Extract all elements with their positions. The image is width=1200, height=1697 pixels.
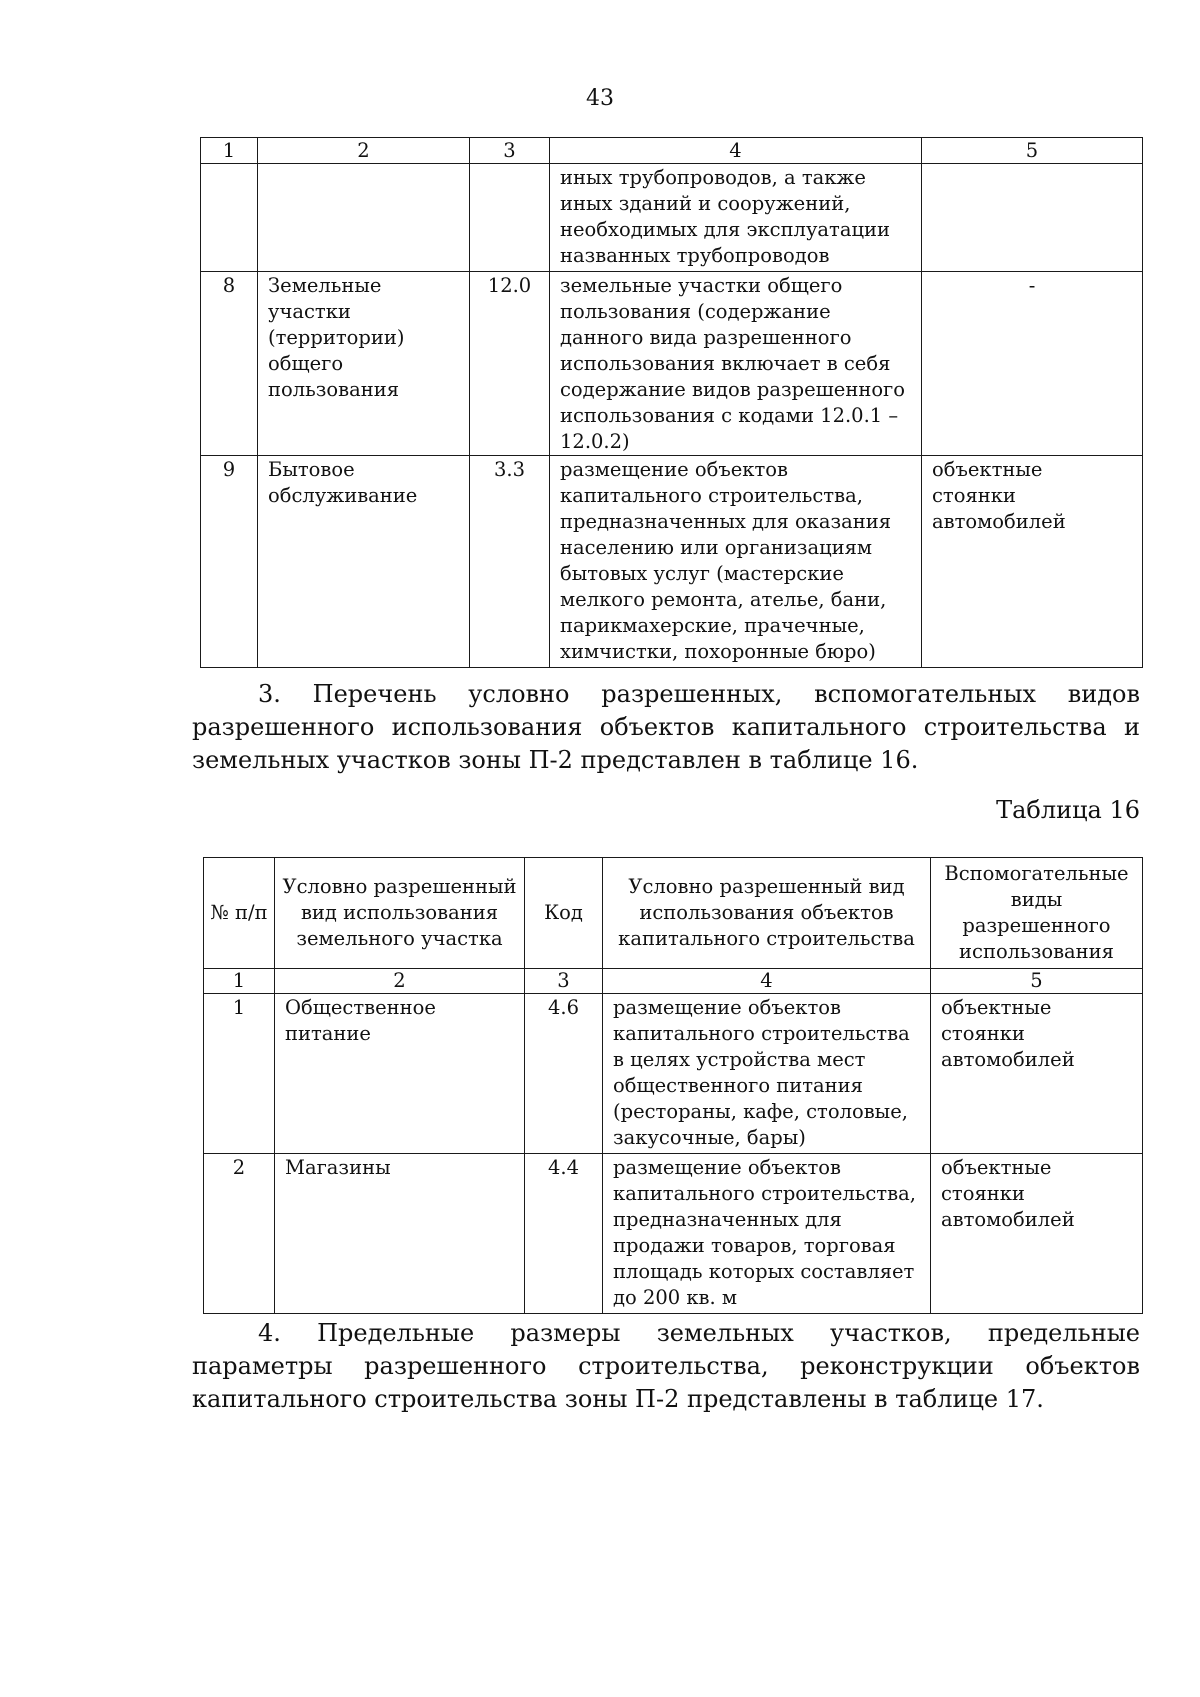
land-use-description: размещение объектов капитального строительства в целях устройства мест общественного питания (рестораны, кафе, столовые, закусочные, бары): [603, 994, 931, 1154]
row-number: 9: [201, 456, 258, 668]
column-number: 1: [201, 138, 258, 164]
land-use-code: 12.0: [470, 272, 550, 456]
land-use-name: Общественное питание: [275, 994, 525, 1154]
land-use-name: Магазины: [275, 1154, 525, 1314]
header-auxiliary: Вспомогательные виды разрешенного использования: [931, 858, 1143, 969]
column-number: 4: [550, 138, 922, 164]
column-number: 2: [275, 969, 525, 994]
land-use-description: иных трубопроводов, а также иных зданий и сооружений, необходимых для эксплуатации названных трубопроводов: [550, 164, 922, 272]
table-16: [203, 857, 1143, 1314]
land-use-description: размещение объектов капитального строительства, предназначенных для оказания населению или организациям бытовых услуг (мастерские мелкого ремонта, ателье, бани, парикмахерские, прачечные, химчистки, похоронные бюро): [550, 456, 922, 668]
column-number: 5: [922, 138, 1143, 164]
paragraph-4: 4. Предельные размеры земельных участков, предельные параметры разрешенного строительства, реконструкции объектов капитального строительства зоны П-2 представлены в таблице 17.: [192, 1319, 1140, 1413]
column-number: 1: [204, 969, 275, 994]
auxiliary-use: -: [922, 272, 1143, 456]
header-land-use: Условно разрешенный вид использования земельного участка: [275, 858, 525, 969]
land-use-code: 3.3: [470, 456, 550, 668]
auxiliary-use: объектные стоянки автомобилей: [931, 1154, 1143, 1314]
continued-table: [200, 137, 1143, 668]
land-use-description: размещение объектов капитального строительства, предназначенных для продажи товаров, торговая площадь которых составляет до 200 кв. м: [603, 1154, 931, 1314]
row-number: [201, 164, 258, 272]
table-16-caption: Таблица 16: [996, 796, 1140, 824]
table-row: [201, 272, 1143, 456]
table-row: [201, 456, 1143, 668]
land-use-name: [258, 164, 470, 272]
column-number: 3: [470, 138, 550, 164]
land-use-code: [470, 164, 550, 272]
row-number: 1: [204, 994, 275, 1154]
table-row: [204, 1154, 1143, 1314]
header-construction-use: Условно разрешенный вид использования объектов капитального строительства: [603, 858, 931, 969]
row-number: 2: [204, 1154, 275, 1314]
auxiliary-use: [922, 164, 1143, 272]
header-code: Код: [525, 858, 603, 969]
land-use-name: Земельные участки (территории) общего пользования: [258, 272, 470, 456]
column-number: 4: [603, 969, 931, 994]
header-number: № п/п: [204, 858, 275, 969]
table-row: [204, 994, 1143, 1154]
land-use-code: 4.4: [525, 1154, 603, 1314]
page-number: 43: [586, 86, 614, 111]
column-number: 5: [931, 969, 1143, 994]
auxiliary-use: объектные стоянки автомобилей: [922, 456, 1143, 668]
land-use-name: Бытовое обслуживание: [258, 456, 470, 668]
column-number: 2: [258, 138, 470, 164]
auxiliary-use: объектные стоянки автомобилей: [931, 994, 1143, 1154]
table-header-row: [201, 138, 1143, 164]
table-header-row: [204, 858, 1143, 969]
paragraph-3: 3. Перечень условно разрешенных, вспомогательных видов разрешенного использования объектов капитального строительства и земельных участков зоны П-2 представлен в таблице 16.: [192, 680, 1140, 774]
land-use-description: земельные участки общего пользования (содержание данного вида разрешенного использования включает в себя содержание видов разрешенного использования с кодами 12.0.1 – 12.0.2): [550, 272, 922, 456]
column-number: 3: [525, 969, 603, 994]
column-numbers-row: [204, 969, 1143, 994]
row-number: 8: [201, 272, 258, 456]
table-row: [201, 164, 1143, 272]
land-use-code: 4.6: [525, 994, 603, 1154]
